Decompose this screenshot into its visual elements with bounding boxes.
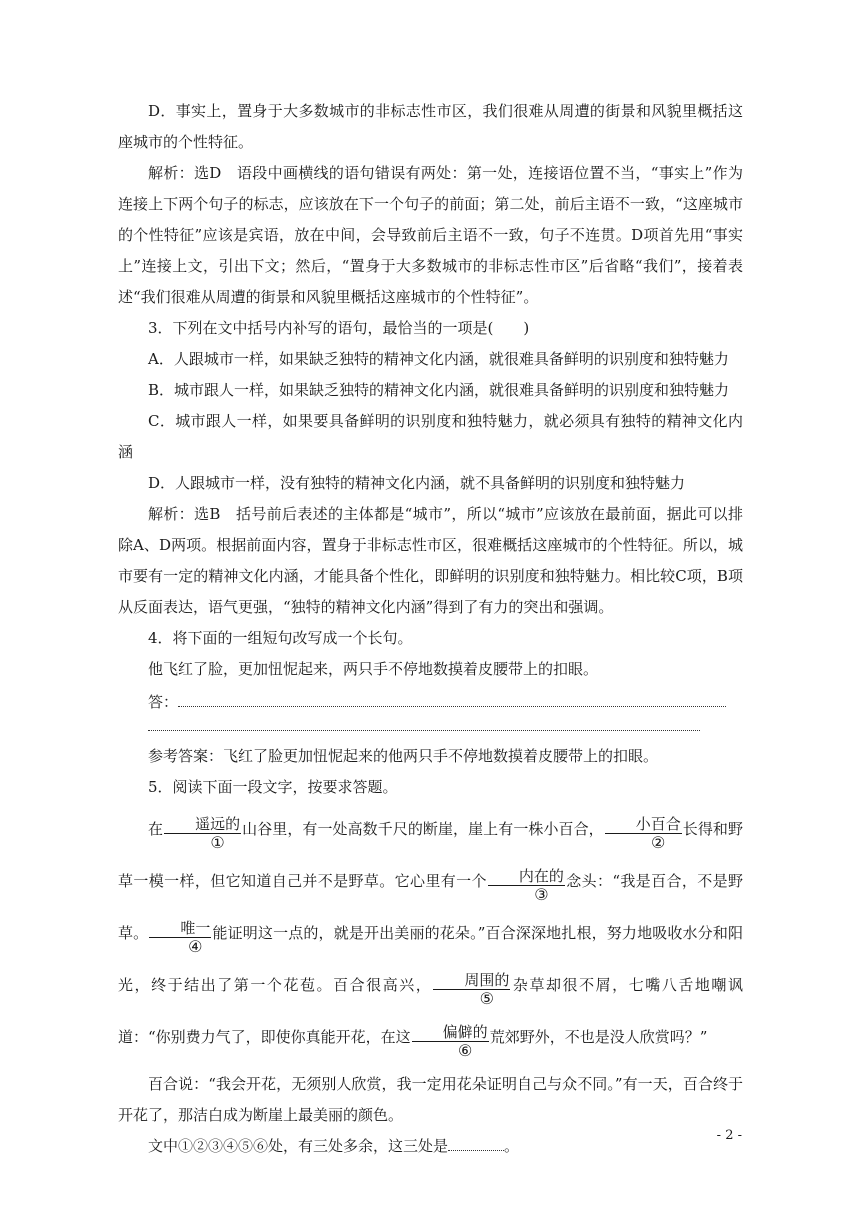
- annotation-4: 唯一 ④: [149, 919, 211, 956]
- q4-answer-line: [118, 687, 743, 718]
- q3-option-a: A．人跟城市一样，如果缺乏独特的精神文化内涵，就很难具备鲜明的识别度和独特魅力: [148, 350, 729, 368]
- annotation-6: 偏僻的 ⑥: [412, 1023, 489, 1060]
- q4-text: 他飞红了脸，更加忸怩起来，两只手不停地数摸着皮腰带上的扣眼。: [148, 660, 599, 678]
- annotation-1: 遥远的 ①: [164, 815, 241, 852]
- q5-stem: 5．阅读下面一段文字，按要求答题。: [148, 778, 398, 796]
- q2-analysis: 解析：选D 语段中画横线的语句错误有两处：第一处，连接语位置不当，“事实上”作为连接上下两个句子的标志，应该放在下一个句子的前面；第二处，前后主语不一致，“这座城市的个性特征”应该是宾语，放在中间，会导致前后主语不一致，句子不连贯。D项首先用“事实上”连接上文，引出下文；然后，“置身于大多数城市的非标志性市区”后省略“我们”，接着表述“我们很难从周遭的街景和风貌里概括这座城市的个性特征”。: [118, 164, 743, 306]
- q3-stem: 3．下列在文中括号内补写的语句，最恰当的一项是( ): [148, 319, 530, 337]
- annotation-5: 周围的 ⑤: [433, 971, 510, 1008]
- q2-option-d: D．事实上，置身于大多数城市的非标志性市区，我们很难从周遭的街景和风貌里概括这座城市的个性特征。: [118, 102, 743, 151]
- q3-analysis: 解析：选B 括号前后表述的主体都是“城市”，所以“城市”应该放在最前面，据此可以排除A、D两项。根据前面内容，置身于非标志性市区，很难概括这座城市的个性特征。所以，城市要有一定的精神文化内涵，才能具备个性化，即鲜明的识别度和独特魅力。相比较C项，B项从反面表达，语气更强，“独特的精神文化内涵”得到了有力的突出和强调。: [118, 505, 743, 616]
- page-content: [118, 96, 743, 1162]
- q5-question: 文中①②③④⑤⑥处，有三处多余，这三处是 。: [148, 1137, 520, 1155]
- q5-passage: 在 遥远的 ① 山谷里，有一处高数千尺的断崖，崖上有一株小百合， 小百合 ② 长得和野草一模一样，但它知道自己并不是野草。它心里有一个 内在的 ③ 念头：“我是百合，不是野草。 唯一 ④ 能证明这一点的，就是开出美丽的花朵。”百合深深地扎根，努力地吸收水分和阳光，终于结出了第一个花苞。百合很高兴， 周围的 ⑤ 杂草却很不屑，七嘴八舌地嘲讽道：“你别费力气了，即使你真能开花，在这 偏僻的 ⑥ 荒郊野外，不也是没人欣赏吗？”: [118, 815, 743, 1060]
- q3-option-b: B．城市跟人一样，如果缺乏独特的精神文化内涵，就很难具备鲜明的识别度和独特魅力: [148, 381, 730, 399]
- answer-blank-1[interactable]: [178, 702, 726, 707]
- answer-blank-2[interactable]: [148, 718, 700, 731]
- page-number: - 2 -: [716, 1128, 742, 1143]
- q4-reference: 参考答案：飞红了脸更加忸怩起来的他两只手不停地数摸着皮腰带上的扣眼。: [148, 747, 659, 765]
- annotation-2: 小百合 ②: [605, 815, 682, 852]
- q3-option-d: D．人跟城市一样，没有独特的精神文化内涵，就不具备鲜明的识别度和独特魅力: [148, 474, 686, 492]
- annotation-3: 内在的 ③: [488, 867, 565, 904]
- q4-stem: 4．将下面的一组短句改写成一个长句。: [148, 629, 413, 647]
- answer-label: 答：: [148, 693, 179, 711]
- q5-para2: 百合说：“我会开花，无须别人欣赏，我一定用花朵证明自己与众不同。”有一天，百合终于开花了，那洁白成为断崖上最美丽的颜色。: [118, 1075, 743, 1124]
- q5-answer-blank[interactable]: [448, 1146, 504, 1151]
- q3-option-c: C．城市跟人一样，如果要具备鲜明的识别度和独特魅力，就必须具有独特的精神文化内涵: [118, 412, 743, 461]
